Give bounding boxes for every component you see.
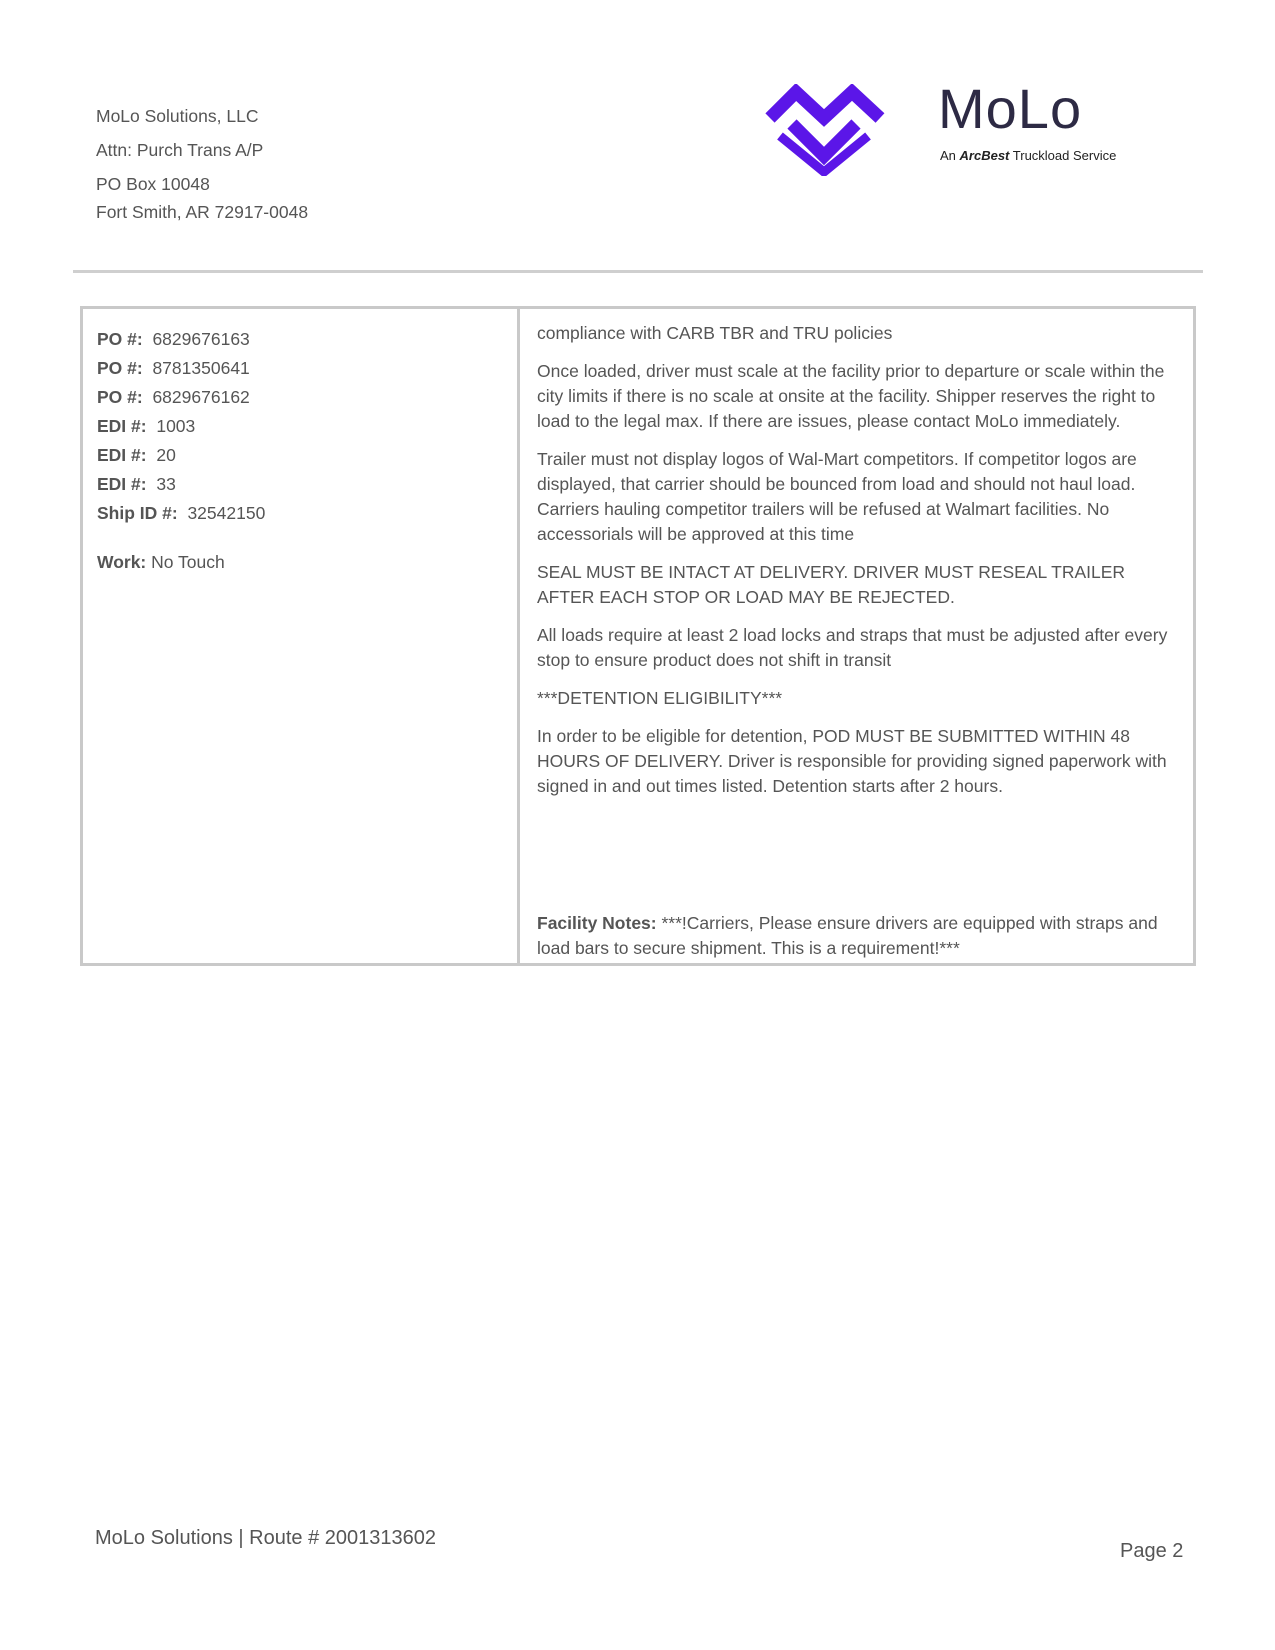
work-value: No Touch bbox=[151, 552, 225, 572]
molo-logo-mark-icon bbox=[762, 84, 892, 176]
page-number: Page 2 bbox=[1120, 1540, 1184, 1562]
molo-logo bbox=[780, 77, 1160, 176]
field-value: 33 bbox=[156, 474, 176, 494]
field-row bbox=[97, 325, 517, 354]
note-paragraph: SEAL MUST BE INTACT AT DELIVERY. DRIVER MUST RESEAL TRAILER AFTER EACH STOP OR LOAD MAY BE REJECTED. bbox=[537, 562, 1126, 607]
shipment-details-table bbox=[80, 306, 1196, 966]
work-row bbox=[97, 548, 517, 577]
address-line-attn: Attn: Purch Trans A/P bbox=[96, 140, 264, 160]
note-paragraph: All loads require at least 2 load locks and straps that must be adjusted after every stop to ensure product does not shift in transit bbox=[537, 625, 1168, 670]
field-value: 6829676162 bbox=[152, 387, 250, 407]
field-label: EDI #: bbox=[97, 445, 147, 465]
field-label: PO #: bbox=[97, 358, 143, 378]
note-paragraph: Once loaded, driver must scale at the facility prior to departure or scale within the city limits if there is no scale at onsite at the facility. Shipper reserves the right to load to the legal max. If there are issues, please contact MoLo immediately. bbox=[537, 361, 1165, 431]
field-label: PO #: bbox=[97, 387, 143, 407]
note-paragraph: compliance with CARB TBR and TRU policies bbox=[537, 323, 893, 343]
facility-notes-text: ***!Carriers, Please ensure drivers are equipped with straps and load bars to secure shipment. This is a requirement!*** bbox=[537, 913, 1158, 958]
logo-wordmark: MoLo bbox=[938, 77, 1083, 140]
logo-tag-suffix: Truckload Service bbox=[1012, 148, 1117, 163]
address-line-city: Fort Smith, AR 72917-0048 bbox=[96, 202, 309, 222]
facility-notes-label: Facility Notes: bbox=[537, 913, 657, 933]
notes-column bbox=[520, 309, 1193, 963]
field-value: 32542150 bbox=[187, 503, 266, 523]
field-label: EDI #: bbox=[97, 474, 147, 494]
address-line-company: MoLo Solutions, LLC bbox=[96, 106, 259, 126]
field-row bbox=[97, 499, 517, 528]
field-row bbox=[97, 354, 517, 383]
field-value: 20 bbox=[156, 445, 176, 465]
facility-notes bbox=[537, 911, 1181, 961]
field-row bbox=[97, 441, 517, 470]
footer-route: MoLo Solutions | Route # 2001313602 bbox=[95, 1527, 437, 1549]
field-value: 1003 bbox=[156, 416, 196, 436]
work-label: Work: bbox=[97, 552, 147, 572]
logo-tagline bbox=[940, 148, 1116, 163]
field-label: EDI #: bbox=[97, 416, 147, 436]
header-divider bbox=[73, 270, 1203, 273]
field-row bbox=[97, 383, 517, 412]
field-label: Ship ID #: bbox=[97, 503, 178, 523]
address-line-pobox: PO Box 10048 bbox=[96, 174, 210, 194]
note-paragraph: ***DETENTION ELIGIBILITY*** bbox=[537, 688, 783, 708]
field-row bbox=[97, 470, 517, 499]
field-value: 8781350641 bbox=[152, 358, 250, 378]
logo-tag-prefix: An bbox=[940, 148, 956, 163]
note-paragraph: Trailer must not display logos of Wal-Mart competitors. If competitor logos are displayed, that carrier should be bounced from load and should not haul load. Carriers hauling competitor trailers will be refused at Walmart facilities. No accessorials will be approved at this time bbox=[537, 449, 1137, 544]
reference-numbers-column bbox=[83, 309, 520, 963]
sender-address bbox=[96, 106, 308, 222]
field-row bbox=[97, 412, 517, 441]
field-label: PO #: bbox=[97, 329, 143, 349]
field-value: 6829676163 bbox=[152, 329, 250, 349]
logo-tag-brand: ArcBest bbox=[959, 148, 1010, 163]
note-paragraph: In order to be eligible for detention, POD MUST BE SUBMITTED WITHIN 48 HOURS OF DELIVERY. Driver is responsible for providing signed paperwork with signed in and out times listed. Detention starts after 2 hours. bbox=[537, 726, 1167, 796]
